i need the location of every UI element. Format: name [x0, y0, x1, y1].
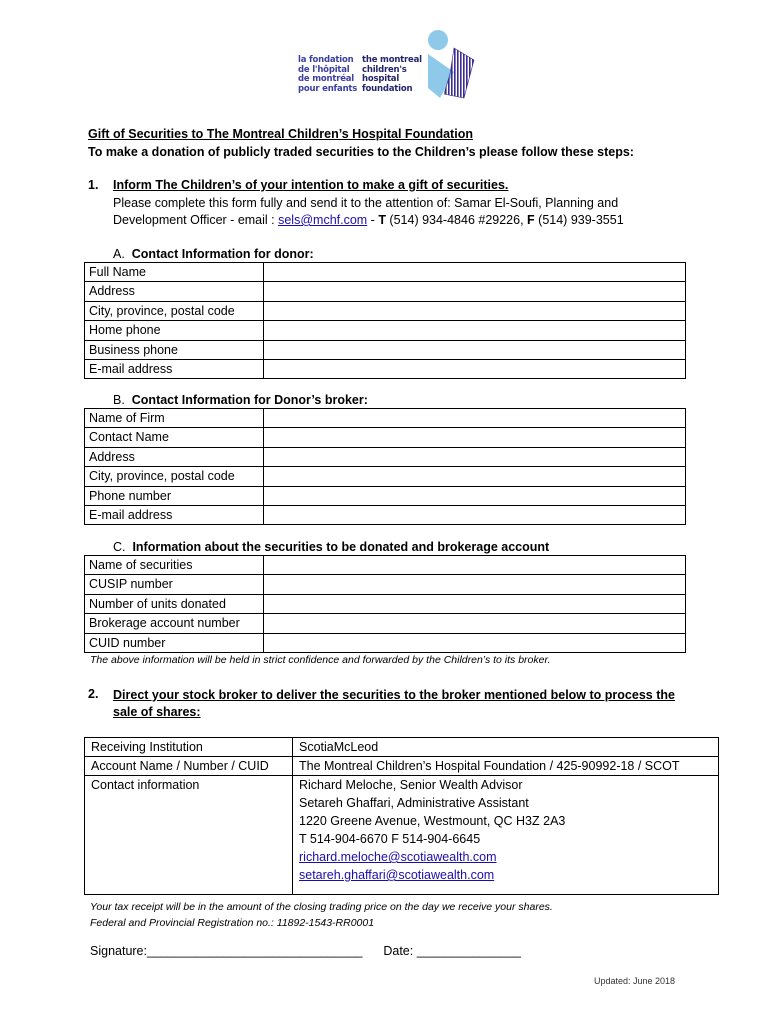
- field-label: Address: [85, 282, 264, 301]
- fax-value: (514) 939-3551: [534, 213, 624, 227]
- table-row: [85, 633, 686, 652]
- donor-contact-table: [84, 262, 686, 379]
- signature-label: Signature:: [90, 944, 147, 958]
- table-row: [85, 301, 686, 320]
- field-label: Name of securities: [85, 556, 264, 575]
- table-row: [85, 447, 686, 466]
- section-b-letter: B.: [113, 393, 125, 407]
- contact-email-link[interactable]: sels@mchf.com: [278, 213, 368, 227]
- donor-address-input[interactable]: [264, 282, 686, 301]
- field-label: Brokerage account number: [85, 614, 264, 633]
- donor-home-phone-input[interactable]: [264, 321, 686, 340]
- broker-firm-input[interactable]: [264, 409, 686, 428]
- table-row: [85, 282, 686, 301]
- securities-name-input[interactable]: [264, 556, 686, 575]
- fax-label: F: [527, 213, 535, 227]
- step-2-heading-line-2: sale of shares:: [113, 705, 201, 719]
- field-label: Name of Firm: [85, 409, 264, 428]
- section-b-title: Contact Information for Donor’s broker:: [131, 393, 368, 407]
- field-label: City, province, postal code: [85, 467, 264, 486]
- broker-city-input[interactable]: [264, 467, 686, 486]
- table-row: [85, 263, 686, 282]
- logo-french-text: la fondation de l'hôpital de montréal pour enfants: [298, 55, 358, 94]
- separator: -: [367, 213, 379, 227]
- contact-info-value: [293, 776, 719, 895]
- logo-english-text: the montreal children's hospital foundation: [362, 55, 422, 94]
- contact-line: Richard Meloche, Senior Wealth Advisor: [299, 778, 523, 792]
- securities-table: [84, 555, 686, 653]
- assistant-email-link[interactable]: setareh.ghaffari@scotiawealth.com: [299, 868, 495, 882]
- cuid-input[interactable]: [264, 633, 686, 652]
- table-row: [85, 505, 686, 524]
- receiving-broker-table: [84, 737, 719, 895]
- step-1-line-2: [113, 212, 624, 229]
- date-label: Date:: [383, 944, 417, 958]
- table-row: [85, 556, 686, 575]
- donor-business-phone-input[interactable]: [264, 340, 686, 359]
- document-title: Gift of Securities to The Montreal Children’s Hospital Foundation: [88, 127, 473, 141]
- field-label: E-mail address: [85, 505, 264, 524]
- section-a-title: Contact Information for donor:: [131, 247, 314, 261]
- step-1-instructions: [113, 195, 624, 229]
- step-1-line-1: Please complete this form fully and send it to the attention of: Samar El-Soufi, Planning and: [113, 196, 619, 210]
- receiving-institution-value: ScotiaMcLeod: [293, 738, 719, 757]
- signature-row: [90, 944, 521, 958]
- step-1-number: 1.: [88, 178, 99, 192]
- field-label: City, province, postal code: [85, 301, 264, 320]
- contact-info-label: Contact information: [85, 776, 293, 895]
- field-label: Number of units donated: [85, 594, 264, 613]
- contact-line: 1220 Greene Avenue, Westmount, QC H3Z 2A3: [299, 814, 566, 828]
- donor-city-input[interactable]: [264, 301, 686, 320]
- updated-date: Updated: June 2018: [594, 976, 676, 986]
- phone-label: T: [378, 213, 386, 227]
- broker-phone-input[interactable]: [264, 486, 686, 505]
- table-row: [85, 757, 719, 776]
- document-subtitle: To make a donation of publicly traded securities to the Children’s please follow these steps:: [88, 145, 634, 159]
- table-row: [85, 776, 719, 895]
- table-row: [85, 614, 686, 633]
- donor-email-input[interactable]: [264, 359, 686, 378]
- step-2-number: 2.: [88, 687, 99, 701]
- contact-line: Setareh Ghaffari, Administrative Assistant: [299, 796, 529, 810]
- account-value: The Montreal Children’s Hospital Foundation / 425-90992-18 / SCOT: [293, 757, 719, 776]
- step-2-heading: [113, 687, 675, 721]
- table-row: [85, 486, 686, 505]
- receiving-institution-label: Receiving Institution: [85, 738, 293, 757]
- registration-note: Federal and Provincial Registration no.: 11892-1543-RR0001: [90, 917, 375, 929]
- field-label: Full Name: [85, 263, 264, 282]
- table-row: [85, 359, 686, 378]
- table-row: [85, 428, 686, 447]
- step-2-heading-line-1: Direct your stock broker to deliver the securities to the broker mentioned below to process the: [113, 688, 675, 702]
- foundation-logo-icon: [424, 28, 476, 100]
- broker-contact-name-input[interactable]: [264, 428, 686, 447]
- units-input[interactable]: [264, 594, 686, 613]
- field-label: Home phone: [85, 321, 264, 340]
- broker-address-input[interactable]: [264, 447, 686, 466]
- field-label: CUID number: [85, 633, 264, 652]
- table-row: [85, 409, 686, 428]
- account-label: Account Name / Number / CUID: [85, 757, 293, 776]
- section-c-heading: [113, 540, 549, 554]
- field-label: E-mail address: [85, 359, 264, 378]
- table-row: [85, 738, 719, 757]
- table-row: [85, 340, 686, 359]
- table-row: [85, 467, 686, 486]
- section-c-title: Information about the securities to be donated and brokerage account: [132, 540, 550, 554]
- field-label: Contact Name: [85, 428, 264, 447]
- contact-line: T 514-904-6670 F 514-904-6645: [299, 832, 481, 846]
- field-label: Business phone: [85, 340, 264, 359]
- donor-full-name-input[interactable]: [264, 263, 686, 282]
- brokerage-account-input[interactable]: [264, 614, 686, 633]
- signature-field[interactable]: _______________________________: [146, 944, 363, 958]
- date-field[interactable]: _______________: [416, 944, 521, 958]
- section-b-heading: [113, 393, 368, 407]
- field-label: Address: [85, 447, 264, 466]
- section-a-letter: A.: [113, 247, 125, 261]
- advisor-email-link[interactable]: richard.meloche@scotiawealth.com: [299, 850, 497, 864]
- step-1-line-2-prefix: Development Officer - email :: [113, 213, 279, 227]
- table-row: [85, 594, 686, 613]
- step-1-heading: Inform The Children’s of your intention to make a gift of securities.: [113, 178, 509, 192]
- section-c-letter: C.: [113, 540, 126, 554]
- cusip-input[interactable]: [264, 575, 686, 594]
- table-row: [85, 575, 686, 594]
- field-label: CUSIP number: [85, 575, 264, 594]
- table-row: [85, 321, 686, 340]
- confidential-note: The above information will be held in strict confidence and forwarded by the Children’s to its broker.: [90, 654, 551, 666]
- broker-contact-table: [84, 408, 686, 525]
- broker-email-input[interactable]: [264, 505, 686, 524]
- tax-receipt-note: Your tax receipt will be in the amount of the closing trading price on the day we receive your shares.: [90, 901, 553, 913]
- phone-value: (514) 934-4846 #29226,: [385, 213, 528, 227]
- section-a-heading: [113, 247, 314, 261]
- field-label: Phone number: [85, 486, 264, 505]
